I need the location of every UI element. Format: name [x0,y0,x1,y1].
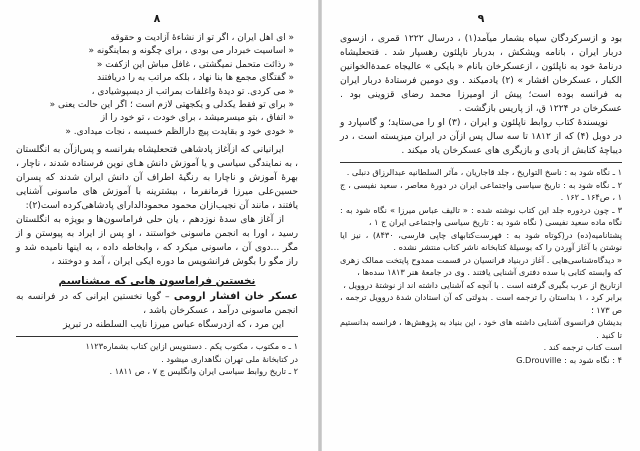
right-page [322,0,640,451]
footnote-label: ۴ : نگاه شود به : [564,354,622,365]
footnote-divider [16,336,298,337]
paragraph-text: – گویا نخستین ایرانی که در فرانسه به انجمن ماسونی درآمد ، عسکرخان باشد ، [16,291,298,317]
footnote-author-name: G.Drouville [516,354,562,365]
verse-line: « رذائت متحمل نمیگشتی ، غافل مباش این ازکفت « [96,59,294,70]
body-text [340,32,622,158]
footnote: پشتانامیه(ده) در(کوتاه شود به : فهرست‌کتابهای چاپی فارسی، ۸۴۳۰) ، نیز ایا نوشتن با آغاز آوردن را که بوسیلهٔ کتابخانه ناشر کتاب منتشر نشده . [340,229,622,252]
left-page [0,0,318,451]
section-heading: نخستین فراماسون هایی که میشناسیم [58,275,256,288]
footnote: ۱ ـ نگاه شود به : ناسخ التواریخ ، جلد قاجاریان ، مآثر السلطانیه عبدالرزاق دنبلی . [346,167,622,177]
footnote: « دیدگاه‌شناسی‌هایی . آغاز دربنیاد فرانسیان در قسمت ممدوح پایتخت ممالک زهری که وابسته کتابی با سده دفتری آشنایی یافتند . وی در جامعهٔ هنر ۱۸۱۳ سده‌ها ، [340,254,622,277]
footnote: ازتاریخ از عرب بگیری گرفته است . با آنچه که آشنایی داشته اند از نوشتهٔ دروویل ، [343,279,622,290]
footnote: بدیشان فرانسوی آشنایی داشته های خود ، این بنیاد به پژوهش‌ها ، فرانسه بدانستیم تا کنید . [340,317,622,340]
subheading: عسکر خان افشار ارومی [173,291,299,303]
paragraph: از آغاز های سدهٔ نوزدهم ، یان حلی فراماسون‌ها و بویژه به انگلستان رسید ، اورا به انجمن ماسونی خواستند ، او پس از ایراد به پیوستن و از مگر ...دوی آن ، ماسونی میکرد که ، وابخاطه داده ، به اینها نامیده شد و راز مگو را بگوش فرانشویس ما دوره ایکی ایران ، آمد و دوختند ، [16,214,298,268]
footnote: در کتابخانهٔ ملی تهران نگاهداری میشود . [161,353,298,364]
paragraph: این مرد ، که ازدرسگاه عباس میرزا نایب السلطنه در تبریز [63,319,284,331]
verse-line: « خودی خود و بقایدت پیچ دارالظم خسیسه ، نجات میدادی. « [65,126,294,137]
verse-line: « می کردی. تو دیدهٔ واغلفات بمراتب از دیسپوشیادی ، [91,86,294,97]
paragraph: ایرانیانی که ازآغاز پادشاهی فتحعلیشاه بفرانسه و پس‌ازآن به انگلستان ، به نمایندگی سیاسی و یا آموزش دانش هـای نوین فرستاده شدند ، ناچار ، بهرهٔ آموزش و ناچارا به رنگیهٔ اطراف آن دانش ایران شدند که پسران حسین‌علی میرزا فرمانفرما ، بیشترینه با آموزش های ماسونی آشنایی یافتند ، مانند آن نجیب‌ازان محمود محمودالدارای پادشاهی‌کرده است(۲): [16,144,298,212]
verse-line: « اتفاق ، بتو میسرمیشد ، برای خودت ، تو خود را از [100,113,294,124]
footnote [340,354,622,367]
verse-line: « برای تو فقط یکدلی و یکجهتی لازم است ؛ اگر این حالت یعنی « [49,100,294,111]
footnote-divider [340,162,622,163]
page-number: ٨ [153,12,161,25]
body-text [16,143,298,269]
footnote: ۳ ـ چون دردوره جلد این کتاب نوشته شده : « تالیف عباس میرزا » نگاه شود به : نگاه ماده سعید نفیسی ( نگاه شود به : تاریخ سیاسی واجتماعی ایران ج ۱ ، [340,204,622,227]
verse-line: « ای اهل ایران ، اگر تو از نشاءهٔ آزادیت و حقوقه [110,33,294,43]
footnote: ۲ ـ تاریخ روابط سیاسی ایران وانگلیس ج ۷ ، ص ۱۸۱۱ . [109,366,298,377]
page-number: ۹ [477,12,485,25]
verse-line: « اساسیت خبردار می بودی ، برای چگونه و بماینگونه « [88,46,294,57]
paragraph: بود و ازسرکردگان سپاه بشمار میآمد(۱) ، درسال ۱۲۲۲ قمری ، ازسوی دربار ایران ، بانامه ویشکش ، بدربار ناپلئون رهسپار شد . فتحعلیشاه درنامهٔ خود به ناپلئون ، ازعسکرخان بانام « بایکی » عالیجاه عمدةالخوانین الکبار ، عسکرخان افشار » (۲) یادمیکند . وی دومین فرستادهٔ دربار ایران به فرانسه بوده است؛ پیش از اومیرزا محمد رضای قزوینی بود . عسکرخان در ۱۲۲۴ ق، از پاریس بازگشت . [340,33,622,114]
footnote: است کتاب ترجمه کند . [543,342,622,352]
paragraph [16,290,298,318]
paragraph: نویسندهٔ کتاب روابط ناپلئون و ایران ، (۳) او را می‌ستاید؛ و گاسپارد و در دوبل (۴) که از ۱۸۱۲ تا سه سال پس ازآن در ایران میزیسته است ، در دیباچهٔ کتابش از یادی و بازیگری های عسکرخان یاد میکند . [340,117,622,156]
body-text [16,290,298,332]
footnote: برابر کرد ، ۱ بداستان را ترجمه است . بدولتی که آن استادان شدهٔ دروویل ترجمه ، ص ۱۷۳ ؛ [340,292,622,315]
verse-line: « گفتگای مجمع ها بنا نهاد ، بلكه مراتب به را دریافتند [97,73,294,84]
footnote: ۲ ـ نگاه شود به : تاریخ سیاسی واجتماعی ایران در دورهٔ معاصر ، سعید نفیسی ، ج ۱ ، ص۱۶۴ ـ ۱۶۲ . [340,179,622,202]
footnote: ۱ ـ ه مکتوب ، مکتوب یکم . دستنویس ازاین کتاب بشماره‌۱۱۲۳ [85,341,298,352]
quoted-verse [16,32,294,139]
